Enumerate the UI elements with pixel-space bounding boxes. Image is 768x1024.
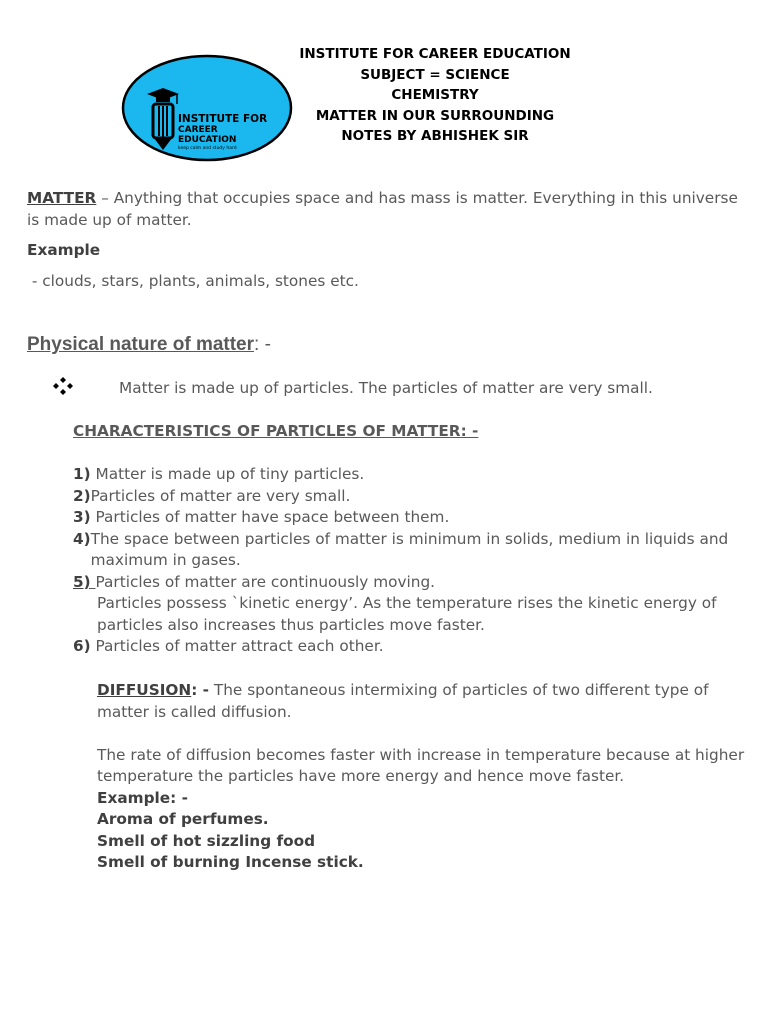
diffusion-example-heading: Example: - [97,788,188,807]
list-item-text: The space between particles of matter is minimum in solids, medium in liquids and maximum in gases. [90,529,729,569]
list-item-number: 3) [73,508,91,526]
list-item-continuation: Particles possess `kinetic energy’. As the temperature rises the kinetic energy of particles also increases thus particles move faster. [97,594,717,634]
list-item [73,572,753,594]
example-list: - clouds, stars, plants, animals, stones etc. [27,272,359,290]
list-item-number: 4) [73,529,91,548]
header-chemistry: CHEMISTRY [391,87,479,104]
four-diamond-bullet-icon [52,376,74,396]
logo-line3: EDUCATION [178,135,237,145]
logo-line2: CAREER [178,125,218,135]
header-author: NOTES BY ABHISHEK SIR [341,128,529,145]
example-heading: Example [27,241,101,259]
matter-definition-text: – Anything that occupies space and has mass is matter. Everything in this universe is made up of matter. [27,189,738,229]
physical-nature-suffix: : - [254,334,271,355]
list-item-number: 6) [73,637,91,655]
bullet-text: Matter is made up of particles. The particles of matter are very small. [119,379,653,397]
diffusion-definition [97,680,757,723]
logo-tagline: keep calm and study hard [178,146,237,151]
characteristics-list [73,464,753,658]
header-topic: MATTER IN OUR SURROUNDING [315,107,555,124]
list-item [73,529,753,572]
diffusion-definition-text: The spontaneous intermixing of particles of two different type of matter is called diffusion. [97,681,709,721]
diffusion-term: DIFFUSION [97,681,192,699]
list-item-text: Matter is made up of tiny particles. [95,465,365,483]
list-item-number: 2) [73,486,91,505]
physical-nature-heading [27,334,271,356]
list-item [73,486,753,508]
logo-line1: INSTITUTE FOR [178,113,268,125]
list-item-text: Particles of matter have space between them. [95,508,450,526]
diffusion-rate: The rate of diffusion becomes faster with increase in temperature because at higher temperature the particles have more energy and hence move faster. [97,745,745,785]
document-header [290,44,580,147]
list-item-text: Particles of matter attract each other. [95,637,384,655]
list-item: Aroma of perfumes. [97,810,269,828]
institute-logo [121,54,293,162]
matter-definition [27,188,747,231]
list-item: Smell of burning Incense stick. [97,853,364,871]
matter-term: MATTER [27,189,97,207]
characteristics-heading: CHARACTERISTICS OF PARTICLES OF MATTER: - [73,422,479,440]
list-item-number: 5) [73,572,91,591]
diffusion-term-suffix: : - [191,681,210,699]
list-item [73,464,753,486]
physical-nature-title: Physical nature of matter [27,334,255,355]
diffusion-examples [97,788,757,874]
list-item [73,636,753,658]
list-item: Smell of hot sizzling food [97,831,316,850]
list-item-number: 1) [73,465,91,483]
header-subject: SUBJECT = SCIENCE [360,66,510,83]
diffusion-section [97,680,757,874]
header-institute: INSTITUTE FOR CAREER EDUCATION [299,46,571,62]
list-item [73,507,753,529]
list-item-text: Particles of matter are very small. [90,486,351,505]
list-item-text: Particles of matter are continuously moving. [95,572,436,591]
